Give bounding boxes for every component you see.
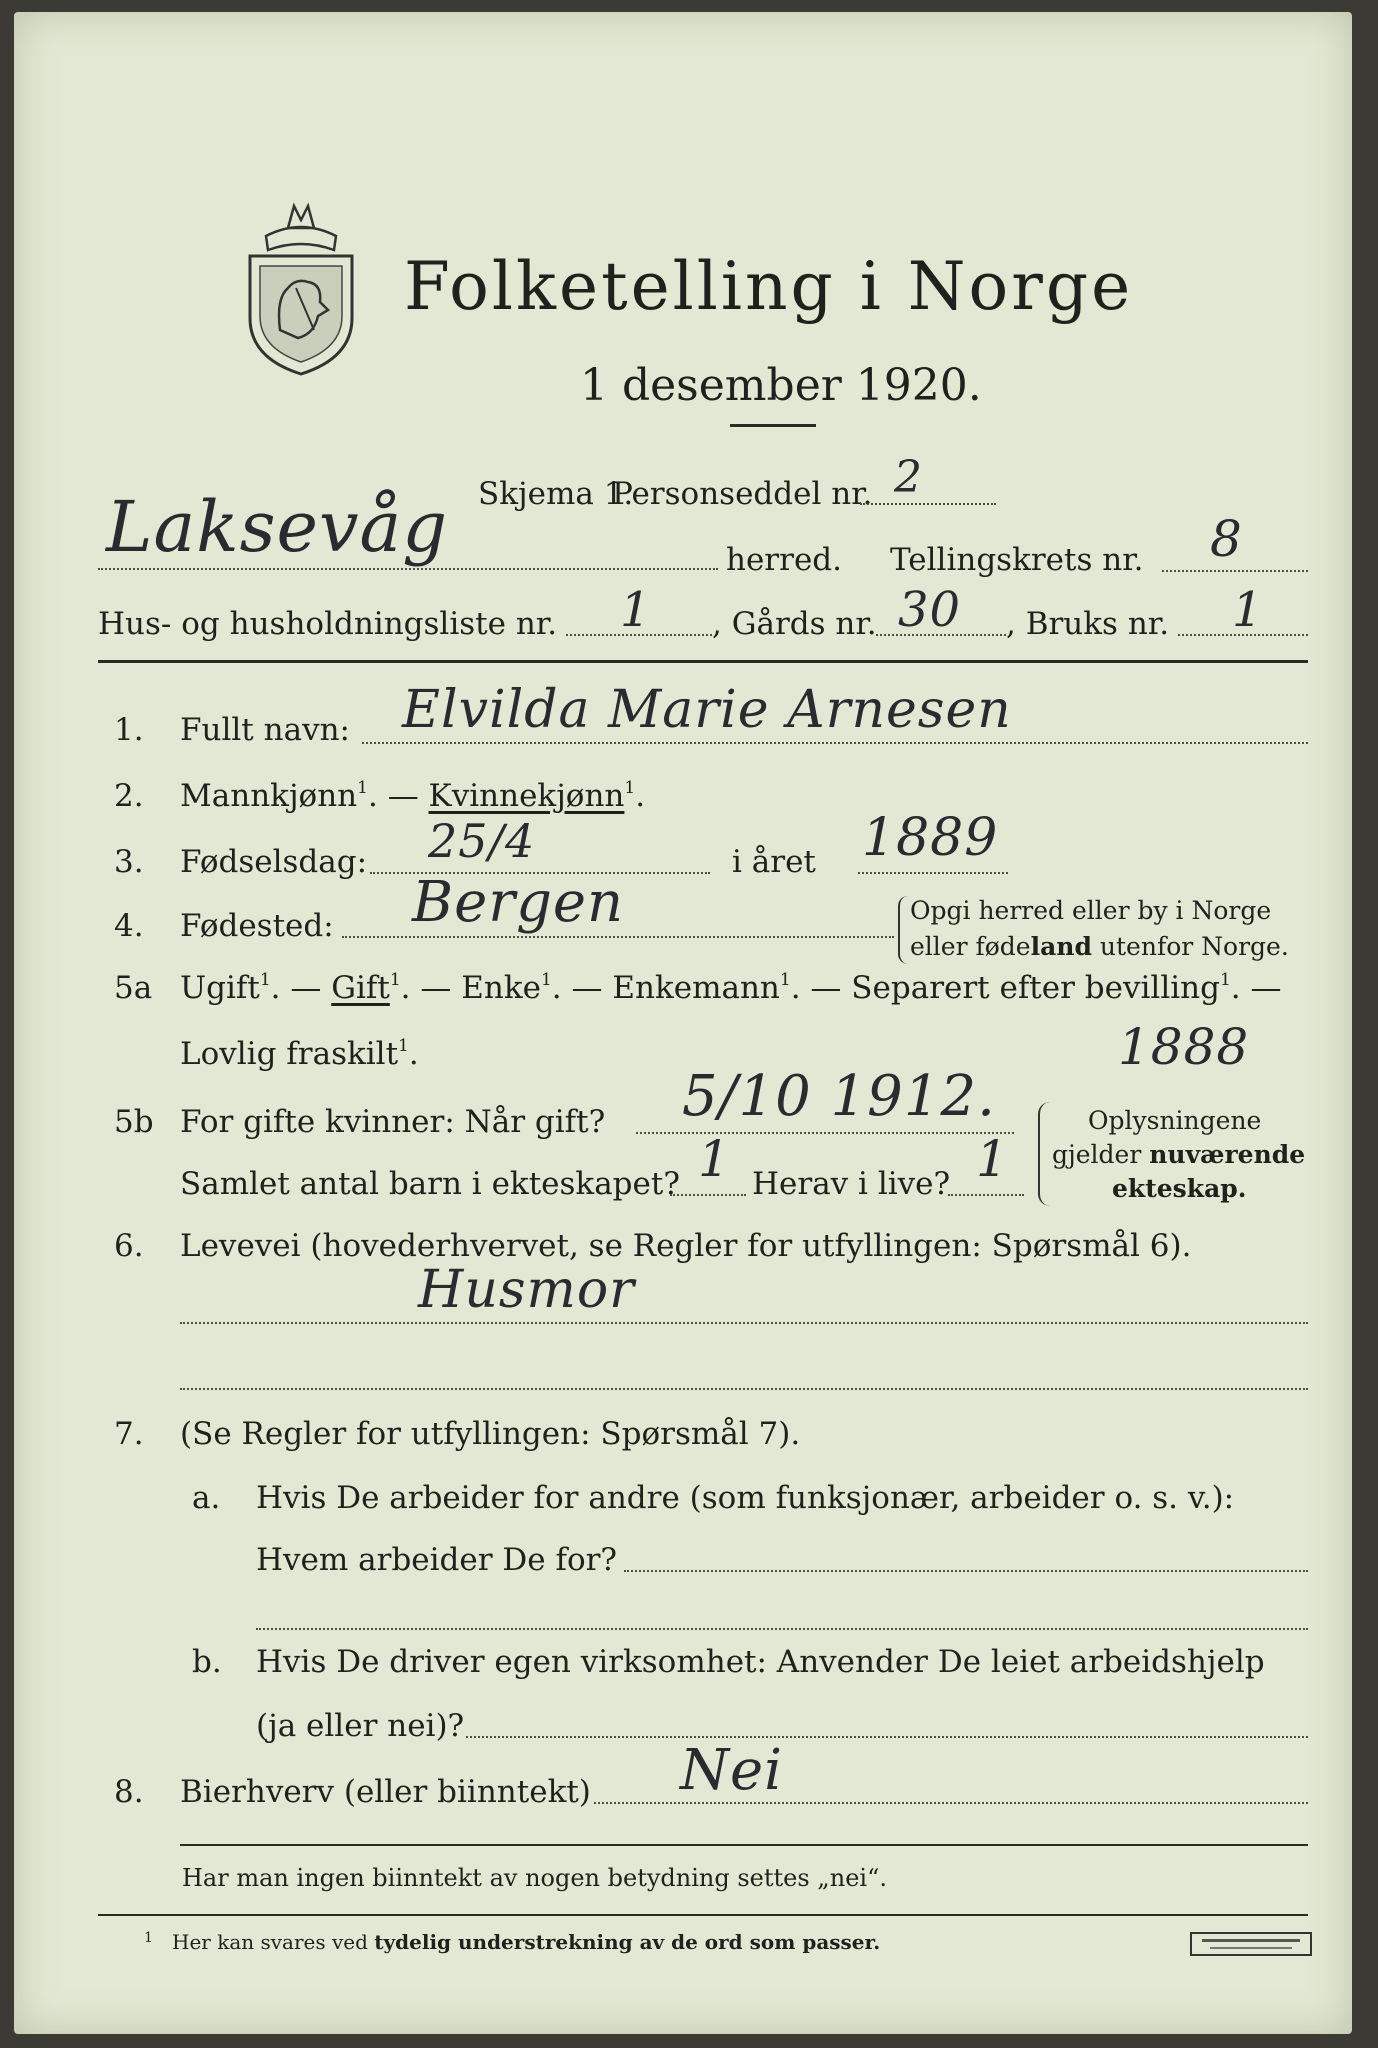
husliste-label: Hus- og husholdningsliste nr. [98,606,558,642]
q4-label: Fødested: [180,908,334,944]
q4-note-2: eller fødeland utenfor Norge. [910,932,1289,961]
q2-mann: Mannkjønn [180,778,358,814]
q1-full-name: Elvilda Marie Arnesen [402,680,1012,740]
q2-kvinne: Kvinnekjønn [428,778,625,814]
coat-of-arms-icon [236,198,366,378]
personseddel-line [860,503,996,505]
q7b-letter: b. [192,1644,222,1680]
q3-year: 1889 [862,808,999,868]
herred-line [98,568,718,570]
q7b-line [466,1736,1308,1738]
q8-number: 8. [114,1774,144,1810]
q5b-live-line [948,1194,1024,1196]
footer-rule [180,1844,1308,1846]
q5b-married-date: 5/10 1912. [682,1064,996,1129]
q1-line [362,742,1308,744]
q5b-barn-value: 1 [698,1130,731,1188]
footnote: $^1$ Her kan svares ved tydelig understrekning av de ord som passer. [144,1930,881,1954]
skjema-label: Skjema 1. [478,476,634,512]
q5b-barn-line [670,1194,746,1196]
q5b-live-label: Herav i live? [752,1166,951,1202]
q3-year-line [858,872,1008,874]
q5b-note-2: gjelder nuværende [1052,1140,1306,1169]
q8-label: Bierhverv (eller biinntekt) [180,1774,591,1810]
footer-note: Har man ingen biinntekt av nogen betydning settes „nei“. [182,1864,887,1892]
q7a-text: Hvis De arbeider for andre (som funksjonær, arbeider o. s. v.): [256,1480,1235,1516]
q6-line-1 [180,1322,1308,1324]
q5b-line [636,1132,1014,1134]
herred-value: Laksevåg [106,486,449,568]
title-divider [730,424,816,427]
census-date: 1 desember 1920. [580,360,982,411]
q5a-options: Ugift$^1$. — Gift$^1$. — Enke$^1$. — Enkemann$^1$. — Separert efter bevilling$^1$. — [180,970,1282,1006]
q6-line-2 [180,1388,1308,1390]
tellingskrets-label: Tellingskrets nr. [890,542,1144,578]
q2-options: Mannkjønn$^1$. — Kvinnekjønn$^1$. [180,778,646,814]
q7-label: (Se Regler for utfyllingen: Spørsmål 7). [180,1416,801,1452]
q7a-line-2 [256,1628,1308,1630]
q5b-number: 5b [114,1104,154,1140]
husliste-value: 1 [620,582,652,638]
q5b-barn-label: Samlet antal barn i ekteskapet? [180,1166,680,1202]
q8-value: Nei [680,1738,784,1803]
q6-label: Levevei (hovederhvervet, se Regler for utfyllingen: Spørsmål 6). [180,1228,1192,1264]
q5a-fraskilt: Lovlig fraskilt$^1$. [180,1036,419,1072]
q1-label: Fullt navn: [180,712,350,748]
q6-number: 6. [114,1228,144,1264]
q7-number: 7. [114,1416,144,1452]
gards-label: , Gårds nr. [712,606,877,642]
q1-number: 1. [114,712,144,748]
q4-note-1: Opgi herred eller by i Norge [910,896,1272,925]
q5b-note-3: ekteskap. [1112,1174,1247,1203]
q4-line [342,936,894,938]
tellingskrets-line [1162,570,1308,572]
q3-label: Fødselsdag: [180,844,368,880]
printer-stamp [1190,1932,1312,1956]
header-rule [98,660,1308,663]
q3-number: 3. [114,844,144,880]
bruks-value: 1 [1232,582,1264,638]
personseddel-value: 2 [894,452,923,503]
gards-value: 30 [898,582,962,638]
q7a-letter: a. [192,1480,221,1516]
q7a-question: Hvem arbeider De for? [256,1542,618,1578]
q4-birthplace: Bergen [412,870,625,935]
q5b-brace [1038,1102,1050,1206]
q2-number: 2. [114,778,144,814]
q5a-gift: Gift [331,970,390,1006]
q5b-label: For gifte kvinner: Når gift? [180,1104,606,1140]
q5a-number: 5a [114,970,153,1006]
footnote-rule [98,1914,1308,1916]
q6-occupation: Husmor [418,1260,635,1320]
q3-birthday: 25/4 [428,814,536,868]
q5b-note-1: Oplysningene [1088,1106,1262,1135]
q5b-live-value: 1 [976,1130,1009,1188]
q7a-line-1 [624,1570,1308,1572]
herred-label: herred. [726,542,842,578]
q7b-text: Hvis De driver egen virksomhet: Anvender De leiet arbeidshjelp [256,1644,1265,1680]
q3-year-label: i året [732,844,816,880]
q4-brace [898,896,908,964]
census-form [14,12,1352,2034]
q7b-question: (ja eller nei)? [256,1708,465,1744]
personseddel-label: Personseddel nr. [612,476,873,512]
tellingskrets-value: 8 [1210,510,1243,568]
q4-number: 4. [114,908,144,944]
bruks-label: , Bruks nr. [1006,606,1170,642]
form-title: Folketelling i Norge [404,248,1134,325]
q5b-margin-note: 1888 [1118,1018,1250,1076]
